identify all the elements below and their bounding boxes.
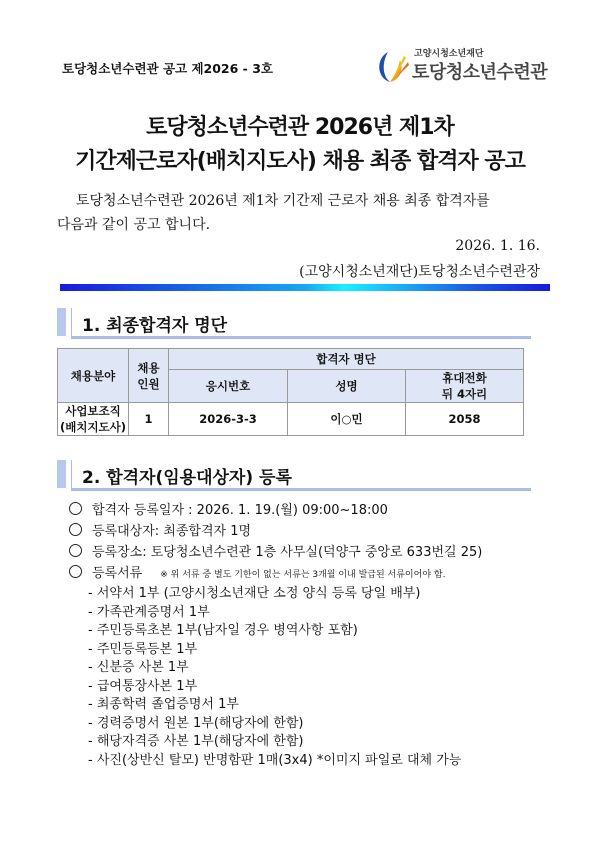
- doc-item: - 가족관계증명서 1부: [88, 605, 210, 620]
- list-item: 등록서류 ※ 위 서류 중 별도 기한이 없는 서류는 3개월 이내 발급된 서류이어야 함.: [69, 562, 445, 581]
- section2-underline: [71, 488, 531, 491]
- section1-marker: [57, 308, 66, 336]
- circle-bullet-icon: [69, 565, 82, 578]
- col-count: 채용 인원: [129, 349, 169, 403]
- doc-item: - 해당자격증 사본 1부(해당자에 한함): [88, 734, 304, 749]
- doc-item: - 경력증명서 원본 1부(해당자에 한함): [88, 716, 304, 731]
- docs-note: ※ 위 서류 중 별도 기한이 없는 서류는 3개월 이내 발급된 서류이어야 함.: [160, 570, 446, 580]
- circle-bullet-icon: [69, 523, 82, 536]
- col-group: 합격자 명단: [169, 349, 524, 370]
- doc-item: - 주민등록등본 1부: [88, 642, 198, 657]
- col-exam: 응시번호: [169, 370, 288, 403]
- page-title-line2: 기간제근로자(배치지도사) 채용 최종 합격자 공고: [75, 149, 525, 174]
- logo-name: 토당청소년수련관: [412, 62, 548, 83]
- doc-item: - 신분증 사본 1부: [88, 660, 189, 675]
- logo: [374, 46, 548, 86]
- intro-line2: 다음과 같이 공고 합니다.: [57, 217, 211, 233]
- section2-marker: [57, 460, 66, 488]
- issuer: (고양시청소년재단)토당청소년수련관장: [299, 264, 540, 280]
- section2-title: 2. 합격자(임용대상자) 등록: [82, 468, 292, 488]
- page-title-line1: 토당청소년수련관 2026년 제1차: [146, 115, 454, 140]
- notice-date: 2026. 1. 16.: [455, 238, 540, 254]
- col-field: 채용분야: [58, 349, 129, 403]
- logo-subtitle: 고양시청소년재단: [414, 49, 484, 59]
- section1-rule: [71, 308, 72, 338]
- list-item: 등록장소: 토당청소년수련관 1층 사무실(덕양구 중앙로 633번길 25): [69, 541, 482, 560]
- doc-item: - 서약서 1부 (고양시청소년재단 소정 양식 등록 당일 배부): [88, 586, 421, 601]
- section1-title: 1. 최종합격자 명단: [82, 316, 228, 336]
- section2-rule: [71, 460, 72, 490]
- cell-count: 1: [129, 403, 169, 436]
- doc-item: - 급여통장사본 1부: [88, 679, 198, 694]
- doc-item: - 주민등록초본 1부(남자일 경우 병역사항 포함): [88, 623, 358, 638]
- col-phone: 휴대전화 뒤 4자리: [406, 370, 524, 403]
- notice-number: 토당청소년수련관 공고 제2026 - 3호: [62, 61, 273, 76]
- doc-item: - 최종학력 졸업증명서 1부: [88, 697, 239, 712]
- cell-field: 사업보조직 (배치지도사): [58, 403, 129, 436]
- divider-bar: [60, 284, 550, 291]
- cell-name: 이○민: [288, 403, 406, 436]
- table-row: [58, 403, 524, 436]
- doc-item: - 사진(상반신 탈모) 반명함판 1매(3x4) *이미지 파일로 대체 가능: [88, 753, 462, 768]
- col-name: 성명: [288, 370, 406, 403]
- list-item: 등록대상자: 최종합격자 1명: [69, 520, 251, 539]
- circle-bullet-icon: [69, 544, 82, 557]
- logo-emblem-icon: [374, 48, 410, 86]
- cell-exam: 2026-3-3: [169, 403, 288, 436]
- intro-line1: 토당청소년수련관 2026년 제1차 기간제 근로자 채용 최종 합격자를: [76, 193, 490, 209]
- cell-phone: 2058: [406, 403, 524, 436]
- section1-underline: [71, 336, 531, 339]
- finalist-table: [57, 348, 524, 436]
- list-item: 합격자 등록일자 : 2026. 1. 19.(월) 09:00~18:00: [69, 499, 388, 518]
- circle-bullet-icon: [69, 502, 82, 515]
